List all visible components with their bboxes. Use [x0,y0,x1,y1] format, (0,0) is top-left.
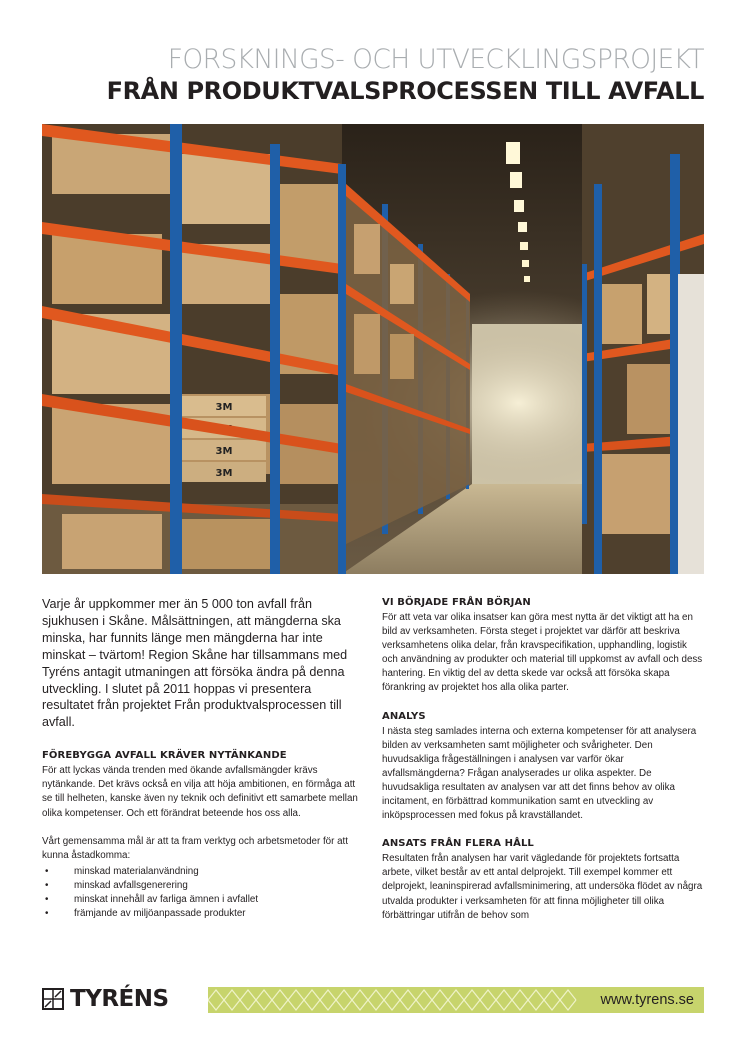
warehouse-photo [42,124,704,574]
section-heading-ansats: ANSATS FRÅN FLERA HÅLL [382,838,534,850]
bullet-icon: • [45,865,49,877]
section-paragraph: I nästa steg samlades interna och externa kompetenser för att analysera bilden av verksamheten samt möjligheter och svårigheter. Den huvudsakliga frågeställningen i analysen var varför ökar avfallsmängderna? Frågan analyserades ur olika aspekter. De huvudsakliga resultaten av analysen var att det finns behov av olika incitament, en förbättrad kommunikation samt en utveckling av inköpsprocessen med fokus på kravställandet. [382,725,697,822]
list-item: • minskad materialanvändning [42,865,364,879]
page-footer [42,984,704,1016]
box-label-3m: 3M [215,402,233,413]
website-url: www.tyrens.se [600,992,694,1008]
bullet-icon: • [45,894,49,905]
bullet-icon: • [45,908,49,920]
list-item: • främjande av miljöanpassade produkter [42,907,364,921]
section-paragraph: För att veta var olika insatser kan göra mest nytta är det viktigt att ha en bild av verksamheten. Första steget i projektet var därför att beskriva verksamhetens olika delar, från kravspecifikation, upphandling, logistik och användning av produkter och material till uppkomst av avfall och dess hantering. En viktig del av detta skede var också att försöka skapa förankring av projektet hos alla olika parter. [382,612,703,694]
tyrens-logo-mark-icon [42,988,64,1010]
project-kicker: FORSKNINGS- OCH UTVECKLINGSPROJEKT [167,44,704,75]
left-column [42,596,364,921]
section-heading-forebygga: FÖREBYGGA AVFALL KRÄVER NYTÄNKANDE [42,750,287,762]
page-header [42,44,704,106]
bullet-icon: • [45,879,49,891]
box-label-3m: 3M [215,446,233,457]
section-paragraph: För att lyckas vända trenden med ökande avfallsmängder krävs nytänkande. Det krävs också en vilja att höja ambitionen, en förmåga att se till helheten, kanske även ny teknik och definitivt ett samarbete mellan olika kompetenser. Och ett förändrat beteende hos oss alla. [42,765,358,819]
section-heading-borjan: VI BÖRJADE FRÅN BÖRJAN [382,597,531,608]
right-column [382,596,704,937]
list-item: • minskat innehåll av farliga ämnen i avfallet [42,893,364,907]
section-paragraph: Resultaten från analysen har varit vägledande för projektets fortsatta arbete, vilket består av ett antal delprojekt. Till exempel kommer ett delprojekt, leaninspirerad avfallsminimering, att undersöka flödet av några utvalda produkter i verksamheten för att finna möjligheter till olika förbättringar utifrån de behov som [382,853,703,921]
decorative-pattern-band [208,987,704,1013]
section-paragraph: Vårt gemensamma mål är att ta fram verktyg och arbetsmetoder för att kunna åstadkomma: [42,835,348,861]
goals-list [42,865,364,921]
intro-lead: Varje år uppkommer mer än 5 000 ton avfall från sjukhusen i Skåne. Målsättningen, att mängderna ska minska, har funnits länge men mängderna har inte minskat – tvärtom! Region Skåne har tillsammans med Tyréns antagit utmaningen att försöka ändra på denna utveckling. I slutet på 2011 hoppas vi presentera resultatet från projektet Från produktvalsprocessen till avfall. [42,597,348,730]
list-item: • minskad avfallsgenerering [42,879,364,893]
page-title: FRÅN PRODUKTVALSPROCESSEN TILL AVFALL [106,77,704,105]
tyrens-logo [42,986,169,1012]
section-heading-analys: ANALYS [382,710,426,722]
logo-text: TYRÉNS [70,986,169,1012]
box-label-3m: 3M [215,468,233,479]
